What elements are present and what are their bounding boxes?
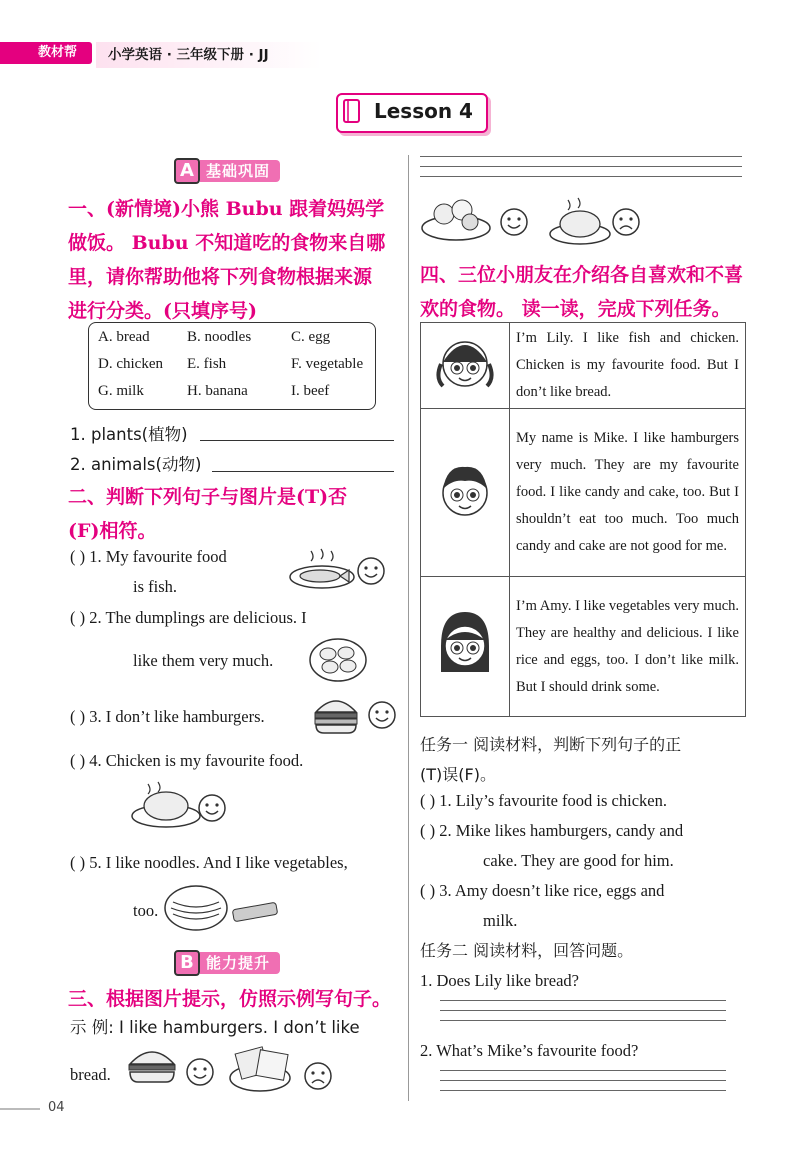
q3-food-icons	[418, 190, 658, 248]
task1-item-text: 3. Amy doesn’t like rice, eggs and	[439, 881, 665, 900]
q4-instructions	[420, 258, 760, 326]
lily-picture	[421, 323, 510, 409]
girl-amy-icon	[433, 606, 497, 682]
fish-plate-icon	[287, 545, 387, 593]
q2-item-text: 4. Chicken is my favourite food.	[89, 751, 304, 770]
answer-paren[interactable]: ( )	[420, 791, 436, 810]
q2-item-5	[70, 848, 400, 878]
lesson-title: Lesson 4	[374, 99, 473, 123]
amy-picture	[421, 577, 510, 717]
book-title: 小学英语 · 三年级下册 · JJ	[108, 47, 269, 63]
q2-item-text: 5. I like noodles. And I like vegetables,	[89, 853, 348, 872]
amy-passage: I’m Amy. I like vegetables very much. They are healthy and delicious. I like rice and eggs, too. I don’t like milk. But I should drink some.	[510, 577, 746, 717]
q1-line: 里，请你帮助他将下列食物根据来源	[68, 266, 373, 288]
q1-line: 进行分类。(只填序号)	[68, 300, 257, 322]
q3-example-text: bread.	[70, 1065, 111, 1084]
q2-line: 二、判断下列句子与图片是(T)否	[68, 486, 348, 508]
answer-line[interactable]	[440, 1080, 726, 1081]
example-food-icons	[126, 1044, 336, 1096]
food-option: E. fish	[187, 356, 227, 372]
animals-prompt	[70, 450, 201, 480]
section-a-label: 基础巩固	[200, 160, 280, 182]
plants-label: 1. plants(植物)	[70, 425, 188, 444]
food-option: I. beef	[291, 383, 330, 399]
food-option: D. chicken	[98, 356, 163, 372]
food-options-box	[88, 322, 376, 410]
q2-item-2	[70, 603, 395, 633]
mike-picture	[421, 409, 510, 577]
task1-item-text: cake. They are good for him.	[483, 851, 674, 870]
task2-question-1: 1. Does Lily like bread?	[420, 971, 579, 990]
answer-line[interactable]	[420, 166, 742, 167]
animals-answer-line[interactable]	[212, 471, 394, 472]
food-option: G. milk	[98, 383, 144, 399]
reading-row-mike	[421, 409, 746, 577]
boy-mike-icon	[433, 455, 497, 525]
answer-line[interactable]	[420, 156, 742, 157]
page-number: 04	[48, 1100, 65, 1115]
section-b-letter: B	[174, 950, 200, 976]
task1-item-1	[420, 786, 750, 816]
q2-item-3	[70, 702, 265, 732]
brand-label: 教材帮	[0, 42, 92, 64]
q2-item-text: 2. The dumplings are delicious. I	[89, 608, 307, 627]
food-option: B. noodles	[187, 329, 252, 345]
dumplings-icon	[308, 636, 368, 684]
task2-question-2: 2. What’s Mike’s favourite food?	[420, 1041, 639, 1060]
task1-item-text: milk.	[483, 911, 518, 930]
answer-paren[interactable]: ( )	[70, 547, 86, 566]
noodles-vegetables-icon	[163, 884, 283, 934]
animals-label: 2. animals(动物)	[70, 455, 202, 474]
answer-paren[interactable]: ( )	[420, 881, 436, 900]
answer-paren[interactable]: ( )	[70, 707, 86, 726]
q4-line: 欢的食物。 读一读，完成下列任务。	[420, 298, 731, 320]
answer-line[interactable]	[440, 1000, 726, 1001]
reading-row-lily	[421, 323, 746, 409]
q3-example	[70, 1013, 400, 1043]
footer-line	[0, 1108, 40, 1110]
column-divider	[408, 155, 409, 1101]
girl-lily-icon	[433, 328, 497, 398]
q2-item-text: too.	[133, 901, 159, 920]
task1-item-2	[420, 816, 750, 846]
hamburger-icon	[312, 692, 398, 740]
reading-table	[420, 322, 746, 717]
food-option: A. bread	[98, 329, 150, 345]
answer-line[interactable]	[440, 1090, 726, 1091]
q2-instructions	[68, 480, 403, 548]
task1-item-3	[420, 876, 750, 906]
food-option: C. egg	[291, 329, 331, 345]
book-icon	[343, 99, 363, 125]
q2-item-text: 1. My favourite food	[89, 547, 227, 566]
food-option: H. banana	[187, 383, 248, 399]
section-b-label: 能力提升	[200, 952, 280, 974]
reading-row-amy	[421, 577, 746, 717]
section-b-badge	[174, 950, 280, 976]
answer-paren[interactable]: ( )	[70, 751, 86, 770]
answer-line[interactable]	[440, 1010, 726, 1011]
q1-line: 一、(新情境)小熊 Bubu 跟着妈妈学	[68, 198, 385, 220]
mike-passage: My name is Mike. I like hamburgers very much. They are my favourite food. I like candy and cake, too. But I shouldn’t eat too much. Too much candy and cake are not good for me.	[510, 409, 746, 577]
plants-prompt	[70, 420, 188, 450]
task1-instructions	[420, 730, 750, 790]
q2-line: (F)相符。	[68, 520, 157, 542]
answer-line[interactable]	[440, 1020, 726, 1021]
answer-line[interactable]	[420, 176, 742, 177]
q2-item-text: is fish.	[133, 577, 178, 596]
answer-paren[interactable]: ( )	[420, 821, 436, 840]
section-a-letter: A	[174, 158, 200, 184]
answer-paren[interactable]: ( )	[70, 853, 86, 872]
task1-line: (T)误(F)。	[420, 765, 496, 784]
task1-item-text: 2. Mike likes hamburgers, candy and	[439, 821, 684, 840]
q1-instructions	[68, 192, 403, 328]
answer-paren[interactable]: ( )	[70, 608, 86, 627]
q4-line: 四、三位小朋友在介绍各自喜欢和不喜	[420, 264, 744, 286]
q2-item-text: 3. I don’t like hamburgers.	[89, 707, 265, 726]
q3-title: 三、根据图片提示，仿照示例写句子。	[68, 988, 392, 1010]
q1-line: 做饭。 Bubu 不知道吃的食物来自哪	[68, 232, 386, 254]
section-a-badge	[174, 158, 280, 184]
answer-line[interactable]	[440, 1070, 726, 1071]
task1-line: 任务一 阅读材料，判断下列句子的正	[420, 735, 682, 754]
food-option: F. vegetable	[291, 356, 364, 372]
q2-item-text: like them very much.	[133, 651, 274, 670]
q2-item-4	[70, 746, 395, 776]
q3-example-text: 示 例: I like hamburgers. I don’t like	[70, 1018, 360, 1037]
q2-item-1	[70, 542, 227, 572]
roast-chicken-icon	[130, 778, 230, 834]
plants-answer-line[interactable]	[200, 440, 394, 441]
task1-item-text: 1. Lily’s favourite food is chicken.	[439, 791, 667, 810]
task2-instructions: 任务二 阅读材料，回答问题。	[420, 941, 634, 960]
lily-passage: I’m Lily. I like fish and chicken. Chicken is my favourite food. But I don’t like bread.	[510, 323, 746, 409]
